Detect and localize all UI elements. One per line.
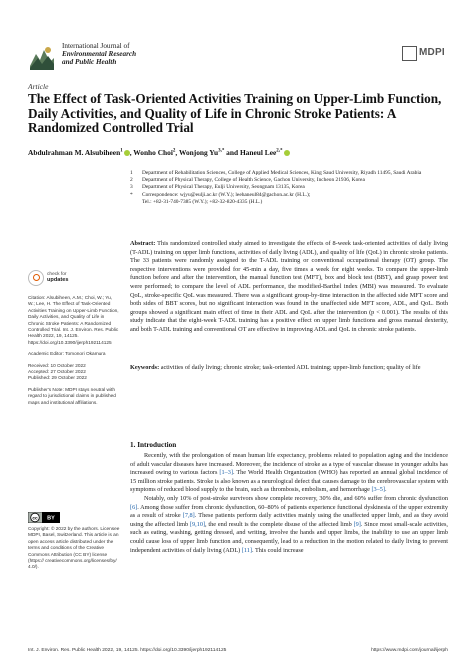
- keywords-text: activities of daily living; chronic stroke; task-oriented ADL training; upper-limb function; quality of life: [160, 364, 421, 371]
- abstract-text: This randomized controlled study aimed to investigate the effects of 8-week task-oriented activities of daily living (T-ADL) training on upper limb functions, activities of daily living (ADL), and quality of life (QoL) in chronic stroke patients. The 33 patients were randomly assigned to the T-ADL training or conventional occupational therapy (OT) group. The respective interventions were provided for 45-min a day, five times a week for eight weeks. To compare the upper-limb function before and after the intervention, the manual function test (MFT), box and block test (BBT), and grasp power test were performed; to compare the level of ADL performance, the modified-Barthel index (MBI) was measured. To evaluate QoL, stroke-specific QoL was measured. There was a significant group-by-time interaction in the affected side MFT score and both sides of BBT scores, but no significant interaction was found in the unaffected side MFT score, ADL, and QoL. Both groups showed a significant main effect of time in their ADL and QoL after the intervention (p < 0.001). The results of this study indicate that the eight-week T-ADL training has a positive effect on upper limb functions and gross manual dexterity, and both T-ADL training and conventional OT are effective in improving ADL and QoL in chronic stroke patients.: [130, 240, 448, 333]
- author-affiliation-sup: 3,*: [218, 148, 225, 154]
- copyright-notice: Copyright: © 2022 by the authors. Licensee MDPI, Basel, Switzerland. This article is an open access article distributed under the terms and conditions of the Creative Commons Attribution (CC BY) license (https:// creativecommons.org/licenses/by/ 4.0/).: [28, 527, 120, 571]
- affiliation-text: Department of Physical Therapy, Eulji University, Seongnam 13135, Korea: [142, 184, 305, 191]
- cc-logo-text: cc: [32, 516, 38, 522]
- journal-logo-icon: [28, 44, 56, 72]
- reference-link[interactable]: [11]: [241, 546, 252, 554]
- affiliations: [130, 170, 450, 206]
- intro-paragraph: [130, 452, 448, 495]
- cc-by-text: BY: [47, 515, 55, 522]
- check-updates-icon: [28, 270, 44, 286]
- correspondence-row: [130, 192, 450, 199]
- journal-name-line3: and Public Health: [62, 58, 117, 67]
- orcid-icon[interactable]: [284, 150, 290, 156]
- affiliation-number: [130, 199, 142, 206]
- intro-text: . The World Health Organization (WHO) has reported an annual global incidence of 15 million stroke patients. Stroke is also known as a neurological defect that causes damage to the cerebrovascular system with symptoms of reduced blood supply to the brain, such as thrombosis, embolism, and hemorrhage: [130, 469, 448, 494]
- author-name[interactable]: Wonjong Yu: [178, 148, 219, 157]
- affiliation-number: 1: [130, 170, 133, 176]
- cc-by-license-icon[interactable]: [28, 512, 60, 523]
- affiliation-number: *: [130, 191, 133, 198]
- article-type: Article: [28, 82, 49, 91]
- footer-citation[interactable]: Int. J. Environ. Res. Public Health 2022, 19, 14125. https://doi.org/10.3390/ijerph192114125: [28, 648, 227, 653]
- reference-link[interactable]: [9]: [353, 520, 361, 528]
- published-date: Published: 29 October 2022: [28, 376, 87, 382]
- intro-text: Notably, only 10% of post-stroke survivors show complete recovery, 30% die, and 60% suffer from chronic dysfunction: [144, 494, 448, 502]
- correspondence-text[interactable]: Correspondence: wjyu@eulji.ac.kr (W.Y.); leehaneul84@gachon.ac.kr (H.L.);: [142, 191, 311, 198]
- affiliation-row: [130, 184, 450, 191]
- intro-body: [130, 452, 448, 555]
- accepted-date: Accepted: 27 October 2022: [28, 370, 86, 376]
- telephone-row: [130, 199, 450, 206]
- intro-text: . Since most small-scale activities, such as eating, washing, getting dressed, and writing, involve the hands and upper limbs, the inability to use an upper limb could cause loss of upper limb function and, consequently, lead to a reduction in the motion related to daily living to prevent independent activities of daily living (ADL): [130, 520, 448, 554]
- intro-text: .: [385, 486, 387, 494]
- author-affiliation-sup: 1: [120, 148, 123, 154]
- author-separator: ,: [175, 148, 179, 157]
- journal-name: [62, 42, 136, 67]
- authors-line: [28, 148, 448, 157]
- affiliation-text: Department of Rehabilitation Sciences, College of Applied Medical Sciences, King Saud University, Riyadh 11495, Saudi Arabia: [142, 170, 422, 176]
- author-affiliation-sup: 2,*: [276, 148, 283, 154]
- abstract: [130, 240, 448, 335]
- check-for-updates-button[interactable]: [28, 270, 88, 292]
- article-title: The Effect of Task-Oriented Activities Training on Upper-Limb Function, Daily Activities, and Quality of Life in Chronic Stroke Patients: A Randomized Controlled Trial: [28, 91, 442, 136]
- author-separator: and: [224, 148, 240, 157]
- affiliation-number: 3: [130, 184, 133, 191]
- reference-link[interactable]: [3–5]: [371, 486, 386, 494]
- page-footer: [28, 648, 448, 653]
- keywords: [130, 364, 448, 373]
- abstract-label: Abstract:: [130, 240, 156, 247]
- check-updates-line1: check for: [47, 272, 67, 277]
- mdpi-logo-text: MDPI: [419, 47, 445, 58]
- publisher-note: Publisher's Note: MDPI stays neutral with regard to jurisdictional claims in published maps and institutional affiliations.: [28, 387, 116, 406]
- keywords-label: Keywords:: [130, 364, 160, 371]
- reference-link[interactable]: [7,8]: [182, 512, 195, 520]
- author-name[interactable]: Haneul Lee: [239, 148, 277, 157]
- intro-text: . These patients perform daily activities mainly using the unaffected upper limb, and as they avoid using the affected limb: [130, 512, 448, 528]
- author-name[interactable]: Abdulrahman M. Alsubiheen: [28, 148, 121, 157]
- intro-heading: 1. Introduction: [130, 441, 177, 449]
- received-date: Received: 10 October 2022: [28, 363, 86, 369]
- intro-text: Recently, with the prolongation of mean human life expectancy, problems related to population aging and the incidence of adult vascular diseases have increased. Moreover, the incidence of stroke as a type of vascular disease in younger adults has increased owing to various factors: [130, 452, 448, 477]
- footer-journal-link[interactable]: https://www.mdpi.com/journal/ijerph: [371, 648, 448, 653]
- author-separator: ,: [129, 148, 134, 157]
- journal-name-line2: Environmental Research: [62, 50, 137, 59]
- check-updates-line2: updates: [47, 276, 69, 283]
- mdpi-logo-icon: [402, 46, 417, 61]
- intro-text: . This could increase: [251, 546, 304, 554]
- intro-paragraph: [130, 495, 448, 555]
- mdpi-logo: [402, 44, 448, 64]
- author-name[interactable]: Wonho Choi: [133, 148, 173, 157]
- reference-link[interactable]: [1–3]: [219, 469, 233, 477]
- journal-name-line1: International Journal of: [62, 42, 130, 50]
- citation-block[interactable]: Citation: Alsubiheen, A.M.; Choi, W.; Yu, W.; Lee, H. The Effect of Task-Oriented Activities Training on Upper-Limb Function, Daily Activities, and Quality of Life in Chronic Stroke Patients: A Randomized Controlled Trial. Int. J. Environ. Res. Public Health 2022, 19, 14125. https://doi.org/10.3390/ijerph192114125: [28, 296, 119, 346]
- intro-text: . Among those suffer from chronic dysfunction, 60–80% of patients experience functional dyskinesia of the upper extremity as a result of stroke: [130, 503, 448, 520]
- telephone-text: Tel.: +82-31-740-7385 (W.Y.); +82-32-820-4335 (H.L.): [142, 198, 263, 205]
- affiliation-text: Department of Physical Therapy, College of Health Science, Gachon University, Incheon 21936, Korea: [142, 177, 365, 184]
- author-affiliation-sup: 2: [172, 148, 176, 154]
- article-sidebar: [28, 296, 120, 412]
- reference-link[interactable]: [9,10]: [189, 520, 206, 528]
- reference-link[interactable]: [6]: [130, 503, 138, 511]
- affiliation-number: 2: [130, 177, 133, 184]
- academic-editor: Academic Editor: Tomonori Okamura: [28, 352, 106, 358]
- intro-text: , the end result is the complete disuse of the affected limb: [205, 520, 354, 528]
- check-updates-label: [47, 272, 68, 283]
